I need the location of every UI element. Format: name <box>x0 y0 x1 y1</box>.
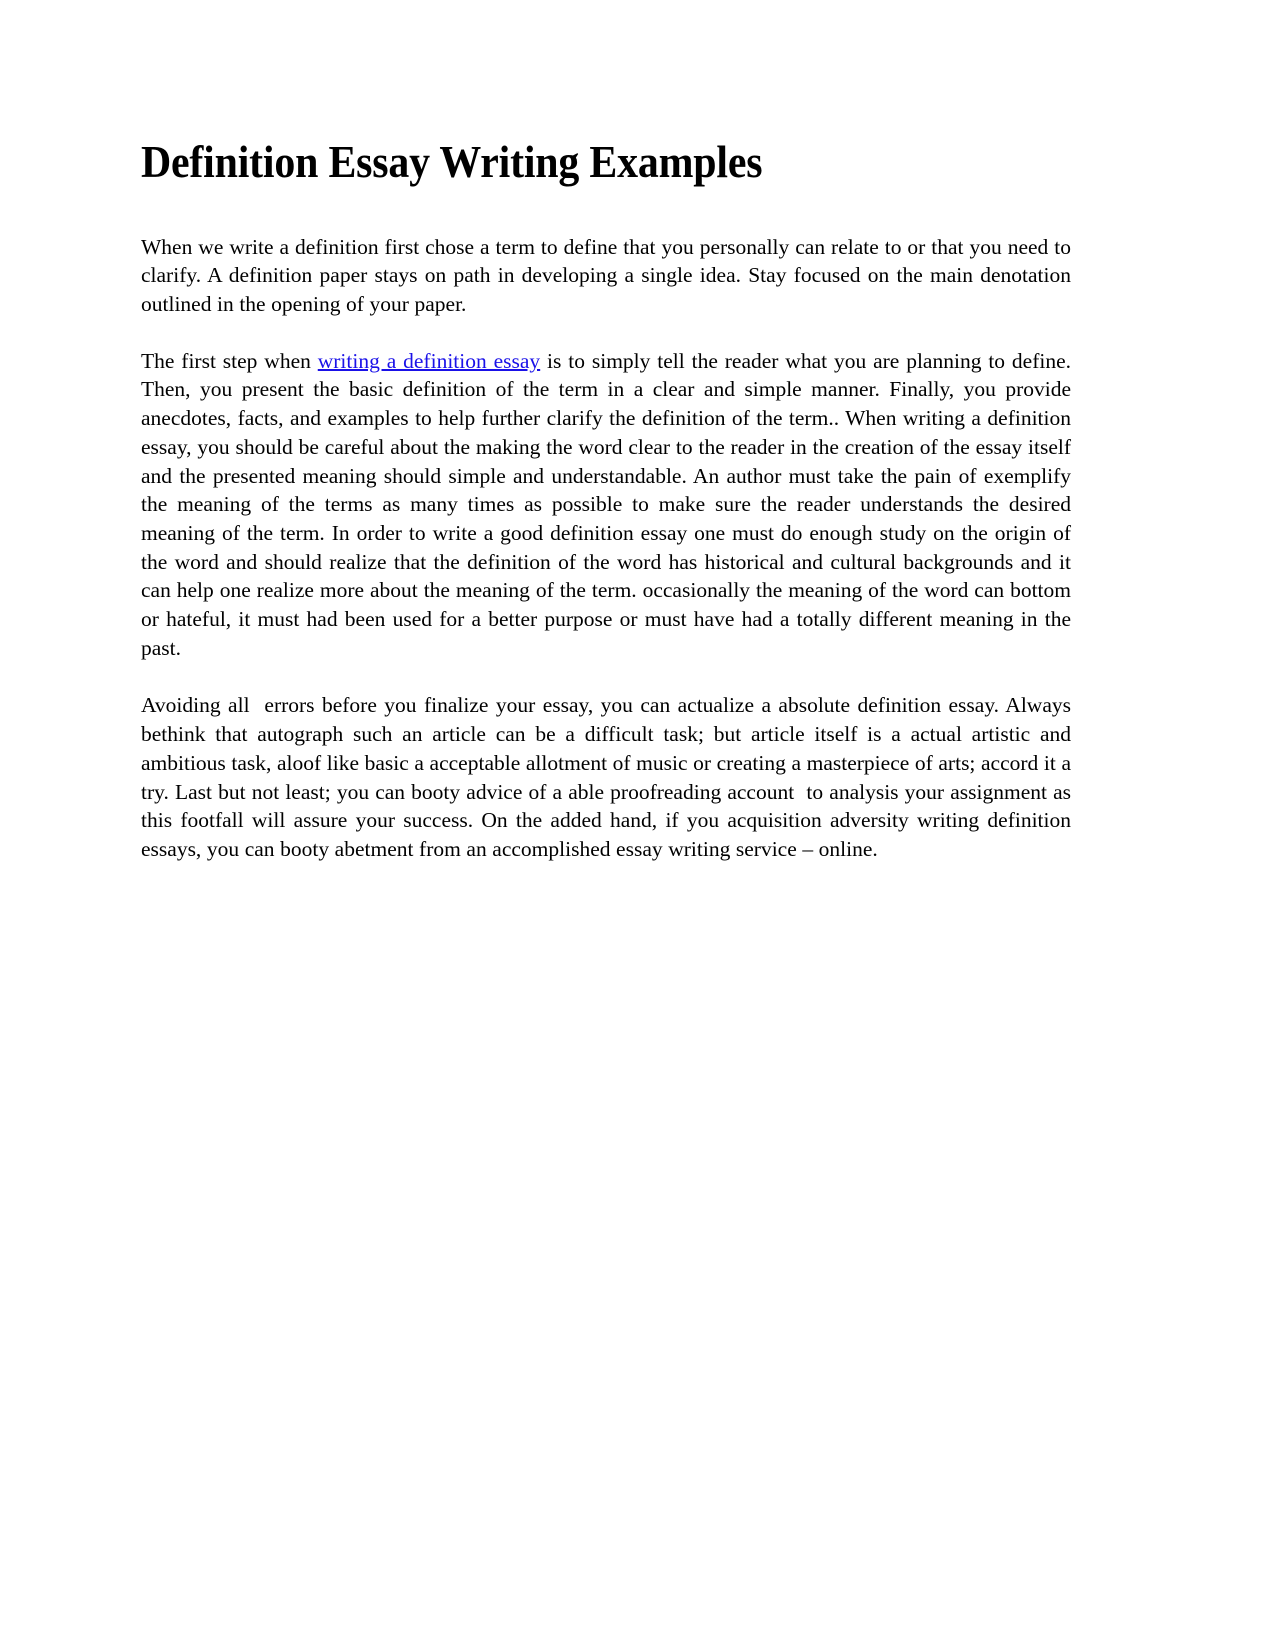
writing-a-definition-essay-link[interactable]: writing a definition essay <box>317 348 541 373</box>
page-title: Definition Essay Writing Examples <box>141 137 763 187</box>
document-content <box>141 137 1077 864</box>
paragraph-body-text-after-link: is to simply tell the reader what you are planning to define. Then, you present the basic definition of the term in a clear and simple manner. Finally, you provide anecdotes, facts, and examples to help further clarify the definition of the term.. When writing a definition essay, you should be careful about the making the word clear to the reader in the creation of the essay itself and the presented meaning should simple and understandable. An author must take the pain of exemplify the meaning of the terms as many times as possible to make sure the reader understands the desired meaning of the term. In order to write a good definition essay one must do enough study on the origin of the word and should realize that the definition of the word has historical and cultural backgrounds and it can help one realize more about the meaning of the term. occasionally the meaning of the word can bottom or hateful, it must had been used for a better purpose or must have had a totally different meaning in the past. <box>141 348 1077 660</box>
paragraph-body <box>141 347 1077 663</box>
paragraph-conclusion: Avoiding all errors before you finalize your essay, you can actualize a absolute definition essay. Always bethink that autograph such an article can be a difficult task; but article itself is a actual artistic and ambitious task, aloof like basic a acceptable allotment of music or creating a masterpiece of arts; accord it a try. Last but not least; you can booty advice of a able proofreading account to analysis your assignment as this footfall will assure your success. On the added hand, if you acquisition adversity writing definition essays, you can booty abetment from an accomplished essay writing service – online. <box>141 693 1077 861</box>
paragraph-intro: When we write a definition first chose a term to define that you personally can relate to or that you need to clarify. A definition paper stays on path in developing a single idea. Stay focused on the main denotation outlined in the opening of your paper. <box>141 234 1077 316</box>
paragraph-body-text-before-link: The first step when <box>141 348 318 373</box>
